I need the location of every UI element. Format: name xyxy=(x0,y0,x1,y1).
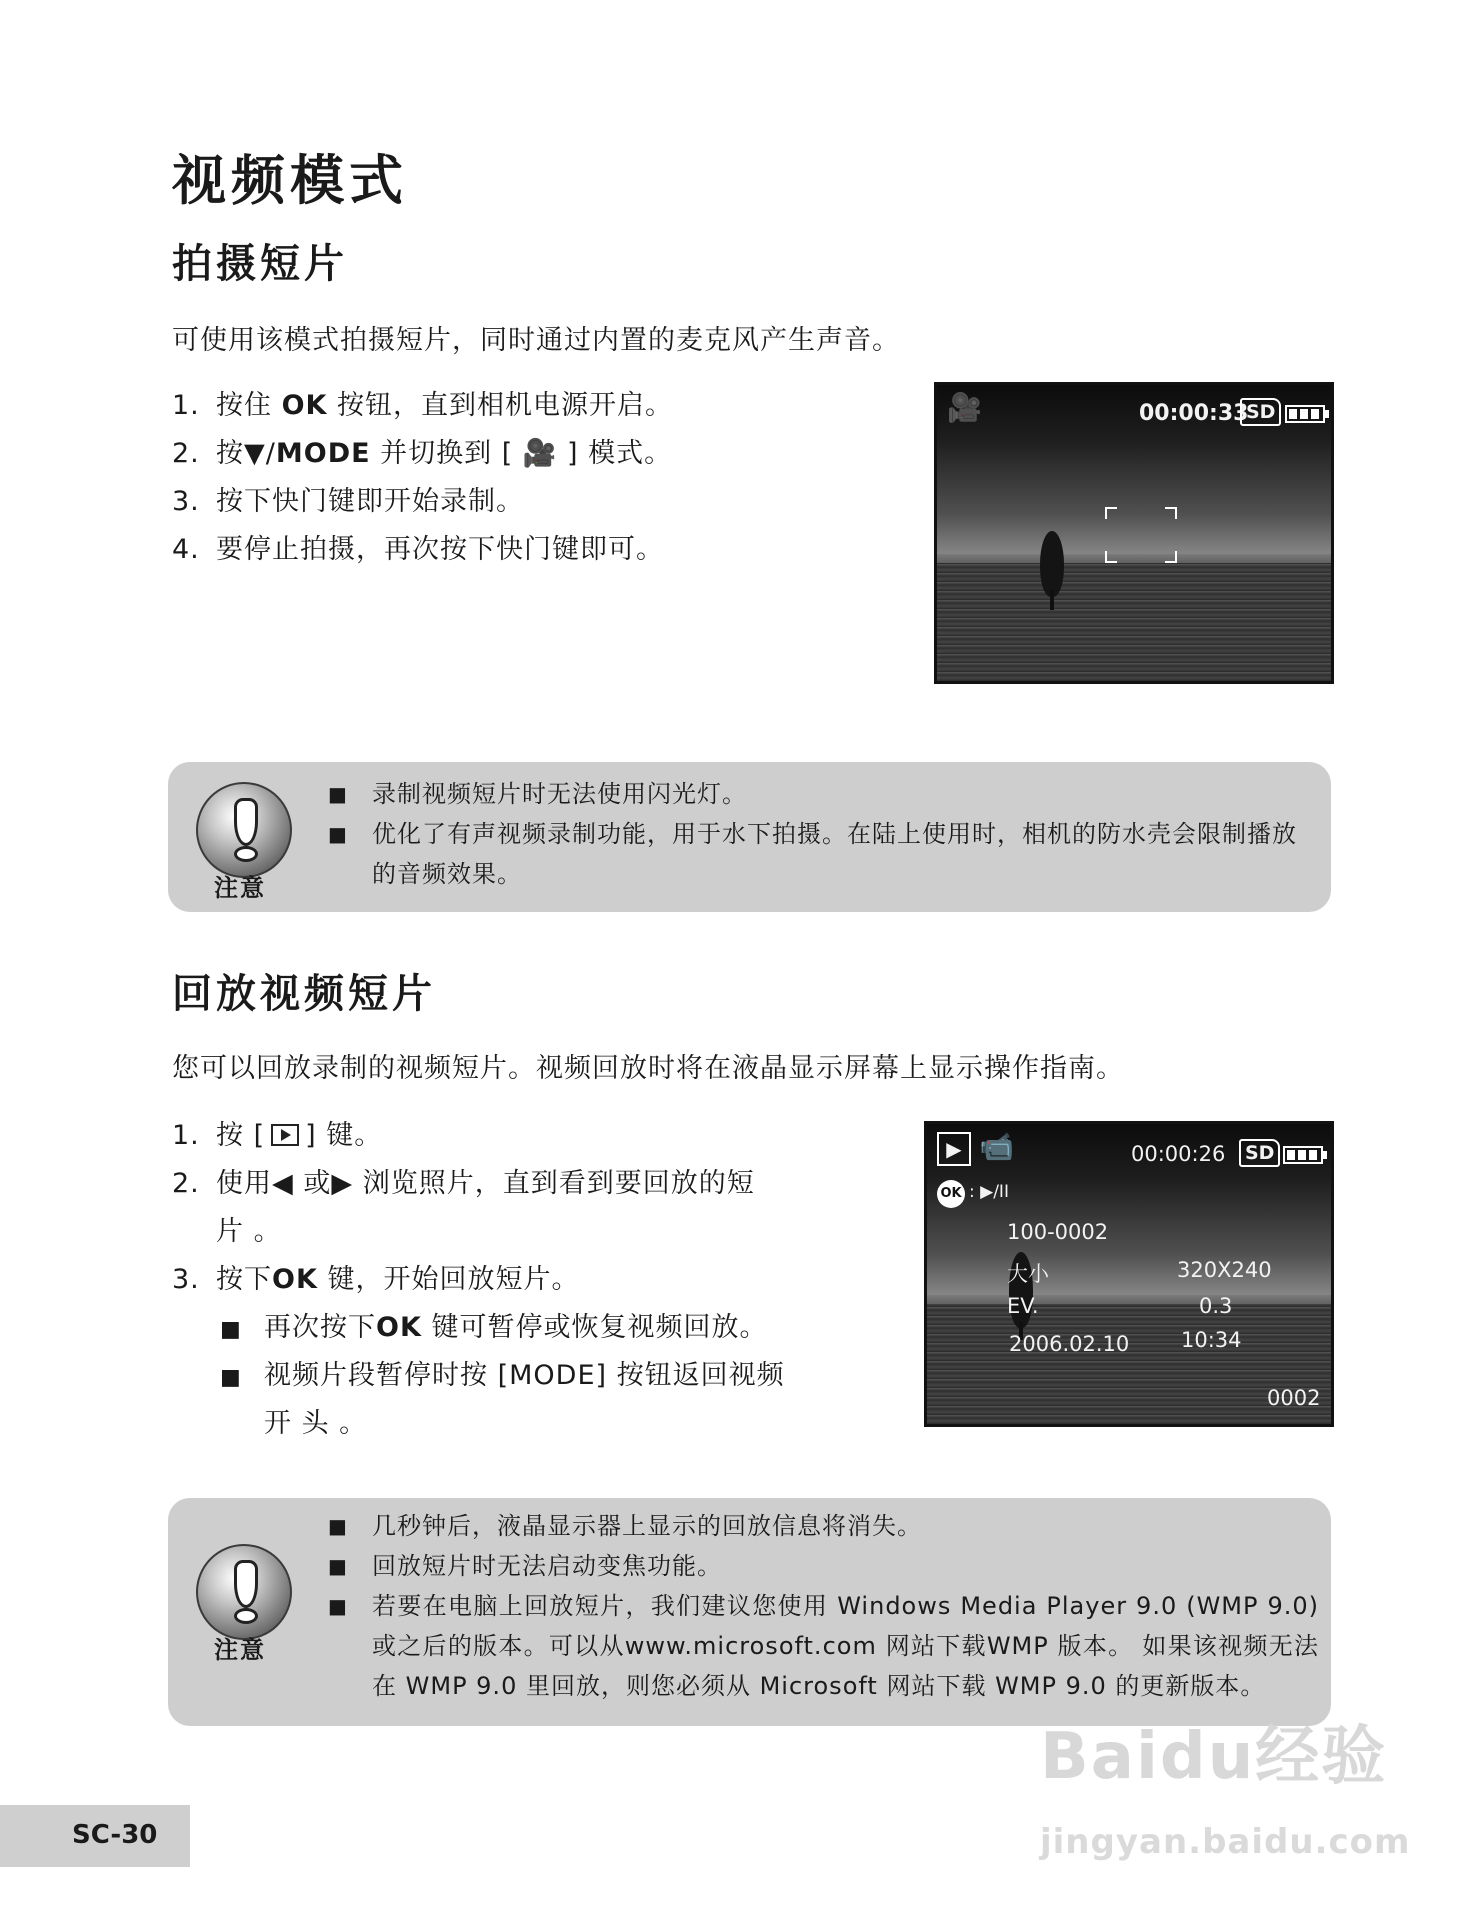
size-label: 大小 xyxy=(1007,1262,1049,1286)
ev-label: EV. xyxy=(1007,1294,1039,1318)
file-number: 100-0002 xyxy=(1007,1220,1109,1244)
tree-trunk xyxy=(1050,590,1054,610)
note-list xyxy=(328,774,1319,894)
ok-key-label: OK xyxy=(376,1312,422,1343)
size-value: 320X240 xyxy=(1177,1258,1272,1282)
record-step-4: 4. 要停止拍摄，再次按下快门键即可。 xyxy=(172,534,664,565)
note-item: ■ 录制视频短片时无法使用闪光灯。 xyxy=(328,774,1319,814)
page-title: 视频模式 xyxy=(172,149,408,212)
file-counter: 0002 xyxy=(1267,1386,1321,1410)
playback-timer: 00:00:26 xyxy=(1131,1142,1226,1166)
record-lcd-screen xyxy=(934,382,1334,684)
note-item: ■ 几秒钟后，液晶显示器上显示的回放信息将消失。 xyxy=(328,1506,1319,1546)
note-label: 注意 xyxy=(214,1636,266,1664)
battery-icon xyxy=(1285,403,1325,423)
note-list xyxy=(328,1506,1319,1706)
screen-field xyxy=(937,563,1331,681)
record-steps xyxy=(172,382,673,574)
focus-frame-corner xyxy=(1105,551,1117,563)
note-box-1 xyxy=(168,762,1331,912)
playback-mode-icon: ▶ xyxy=(937,1132,971,1166)
record-step-3: 3. 按下快门键即开始录制。 xyxy=(172,486,524,517)
battery-icon xyxy=(1283,1144,1323,1164)
ok-key-label: OK xyxy=(281,390,328,421)
capture-date: 2006.02.10 xyxy=(1009,1332,1130,1356)
record-heading: 拍摄短片 xyxy=(172,241,348,287)
playback-step-1: 1. 按 [ ] 键。 xyxy=(172,1120,383,1151)
note-label: 注意 xyxy=(214,874,266,902)
record-timer: 00:00:33 xyxy=(1139,401,1249,426)
note-item: ■ 回放短片时无法启动变焦功能。 xyxy=(328,1546,1319,1586)
note-item: ■ 若要在电脑上回放短片，我们建议您使用 Windows Media Player 9.0 (WMP 9.0) 或之后的版本。可以从www.microsoft.com 网站下载WMP 版本。 如果该视频无法在 WMP 9.0 里回放，则您必须从 Microsoft 网站下载 WMP 9.0 的更新版本。 xyxy=(328,1586,1319,1706)
capture-time: 10:34 xyxy=(1181,1328,1242,1352)
page-number-tab xyxy=(0,1805,190,1867)
focus-frame-corner xyxy=(1105,507,1117,519)
ok-key-label: OK xyxy=(272,1264,318,1295)
sd-card-icon: SD xyxy=(1240,398,1281,426)
ev-value: 0.3 xyxy=(1199,1294,1233,1318)
baidu-watermark: Baidu经验 xyxy=(1040,1720,1388,1794)
caution-icon xyxy=(196,1544,292,1640)
note-item: ■ 优化了有声视频录制功能，用于水下拍摄。在陆上使用时，相机的防水壳会限制播放的音频效果。 xyxy=(328,814,1319,894)
page-number: SC-30 xyxy=(72,1820,158,1850)
ok-action-hint: : ▶/II xyxy=(969,1182,1009,1202)
movie-clip-icon: 📹 xyxy=(979,1130,1014,1163)
playback-steps xyxy=(172,1112,785,1448)
focus-frame-corner xyxy=(1165,507,1177,519)
sd-card-icon: SD xyxy=(1239,1139,1280,1167)
playback-step-2-cont: 片 。 xyxy=(216,1216,282,1247)
movie-camera-icon: 🎥 xyxy=(522,438,558,469)
note-box-2 xyxy=(168,1498,1331,1726)
tree-image xyxy=(1040,531,1064,597)
playback-lcd-screen xyxy=(924,1121,1334,1427)
playback-intro: 您可以回放录制的视频短片。视频回放时将在液晶显示屏幕上显示操作指南。 xyxy=(172,1053,1124,1084)
playback-substep-1: ■ 再次按下OK 键可暂停或恢复视频回放。 xyxy=(220,1312,768,1343)
playback-button-icon xyxy=(271,1124,299,1146)
caution-icon xyxy=(196,782,292,878)
video-mode-icon: 🎥 xyxy=(947,391,982,424)
playback-step-2: 2. 使用◀ 或▶ 浏览照片，直到看到要回放的短 xyxy=(172,1168,755,1199)
playback-heading: 回放视频短片 xyxy=(172,971,436,1017)
focus-frame-corner xyxy=(1165,551,1177,563)
baidu-watermark-url: jingyan.baidu.com xyxy=(1040,1822,1411,1862)
ok-button-icon: OK xyxy=(937,1180,965,1208)
mode-key-label: MODE xyxy=(275,438,371,469)
record-step-2: 2. 按▼/MODE 并切换到 [ 🎥 ] 模式。 xyxy=(172,438,673,469)
playback-step-3: 3. 按下OK 键，开始回放短片。 xyxy=(172,1264,580,1295)
record-step-1: 1. 按住 OK 按钮，直到相机电源开启。 xyxy=(172,390,674,421)
record-intro: 可使用该模式拍摄短片，同时通过内置的麦克风产生声音。 xyxy=(172,325,900,356)
playback-substep-2-cont: 开 头 。 xyxy=(264,1408,368,1439)
playback-substep-2: ■ 视频片段暂停时按 [MODE] 按钮返回视频 xyxy=(220,1360,785,1391)
